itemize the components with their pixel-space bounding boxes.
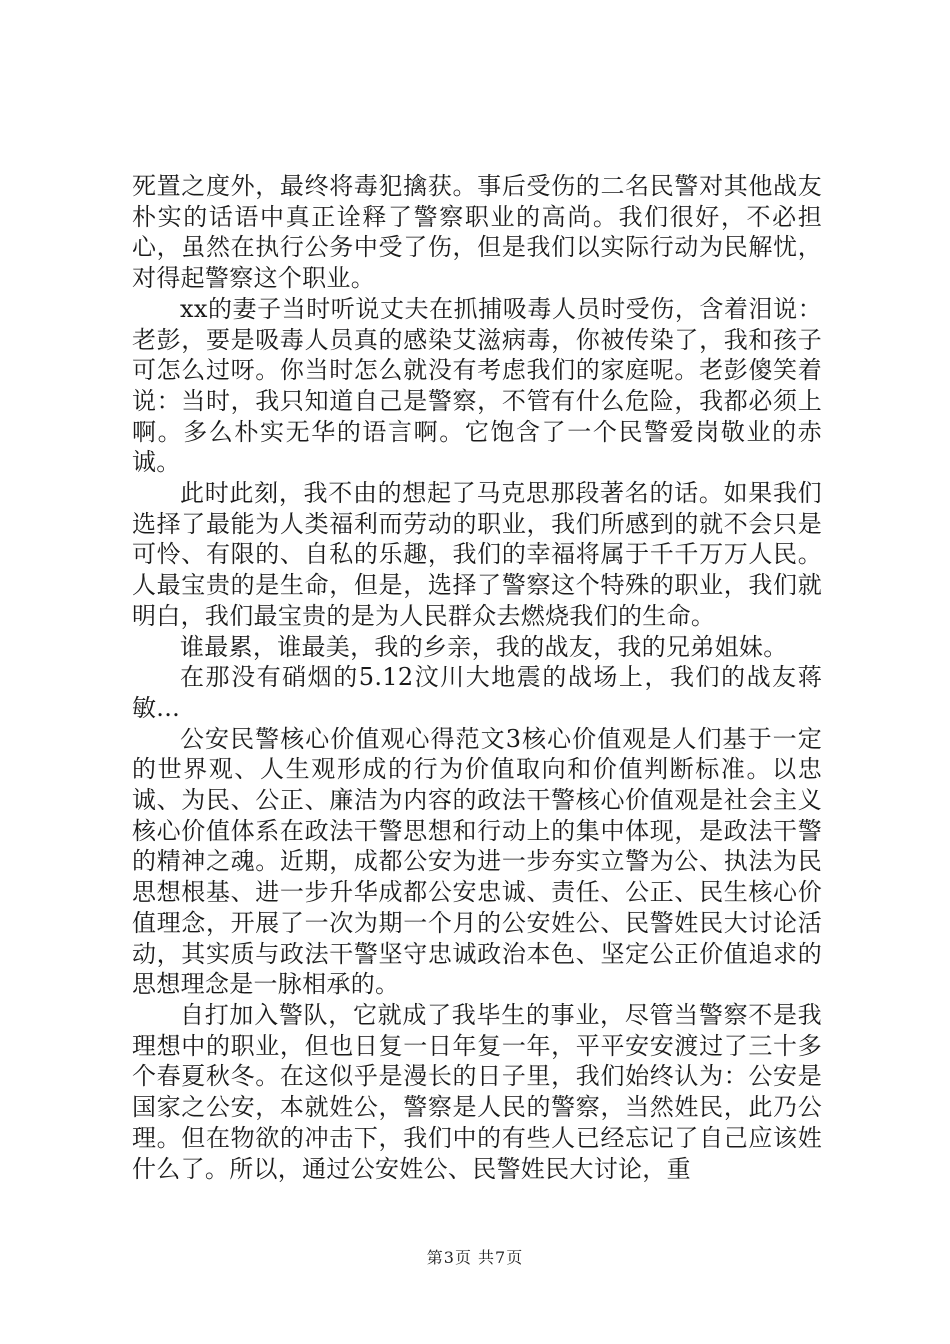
paragraph-1: 死置之度外，最终将毒犯擒获。事后受伤的二名民警对其他战友朴实的话语中真正诠释了警察职业的高尚。我们很好，不必担心，虽然在执行公务中受了伤，但是我们以实际行动为民解忧，对得起警察这个职业。 (132, 172, 822, 293)
paragraph-3: 此时此刻，我不由的想起了马克思那段著名的话。如果我们选择了最能为人类福利而劳动的职业，我们所感到的就不会只是可怜、有限的、自私的乐趣，我们的幸福将属于千千万万人民。人最宝贵的是生命，但是，选择了警察这个特殊的职业，我们就明白，我们最宝贵的是为人民群众去燃烧我们的生命。 (132, 479, 822, 630)
paragraph-4: 谁最累，谁最美，我的乡亲，我的战友，我的兄弟姐妹。 (180, 632, 788, 661)
document-body (132, 171, 822, 1184)
paragraph-7: 自打加入警队，它就成了我毕生的事业，尽管当警察不是我理想中的职业，但也日复一日年复一年，平平安安渡过了三十多个春夏秋冬。在这似乎是漫长的日子里，我们始终认为：公安是国家之公安，本就姓公，警察是人民的警察，当然姓民，此乃公理。但在物欲的冲击下，我们中的有些人已经忘记了自己应该姓什么了。所以，通过公安姓公、民警姓民大讨论，重 (132, 1000, 822, 1183)
page-footer: 第3页 共7页 (426, 1248, 524, 1267)
paragraph-5: 在那没有硝烟的5.12汶川大地震的战场上，我们的战友蒋敏... (132, 663, 822, 722)
paragraph-2: xx的妻子当时听说丈夫在抓捕吸毒人员时受伤，含着泪说：老彭，要是吸毒人员真的感染艾滋病毒，你被传染了，我和孩子可怎么过呀。你当时怎么就没有考虑我们的家庭呢。老彭傻笑着说：当时，我只知道自己是警察，不管有什么危险，我都必须上啊。多么朴实无华的语言啊。它饱含了一个民警爱岗敬业的赤诚。 (132, 294, 822, 477)
paragraph-6: 公安民警核心价值观心得范文3核心价值观是人们基于一定的世界观、人生观形成的行为价值取向和价值判断标准。以忠诚、为民、公正、廉洁为内容的政法干警核心价值观是社会主义核心价值体系在政法干警思想和行动上的集中体现，是政法干警的精神之魂。近期，成都公安为进一步夯实立警为公、执法为民思想根基、进一步升华成都公安忠诚、责任、公正、民生核心价值理念，开展了一次为期一个月的公安姓公、民警姓民大讨论活动，其实质与政法干警坚守忠诚政治本色、坚定公正价值追求的思想理念是一脉相承的。 (132, 724, 822, 999)
